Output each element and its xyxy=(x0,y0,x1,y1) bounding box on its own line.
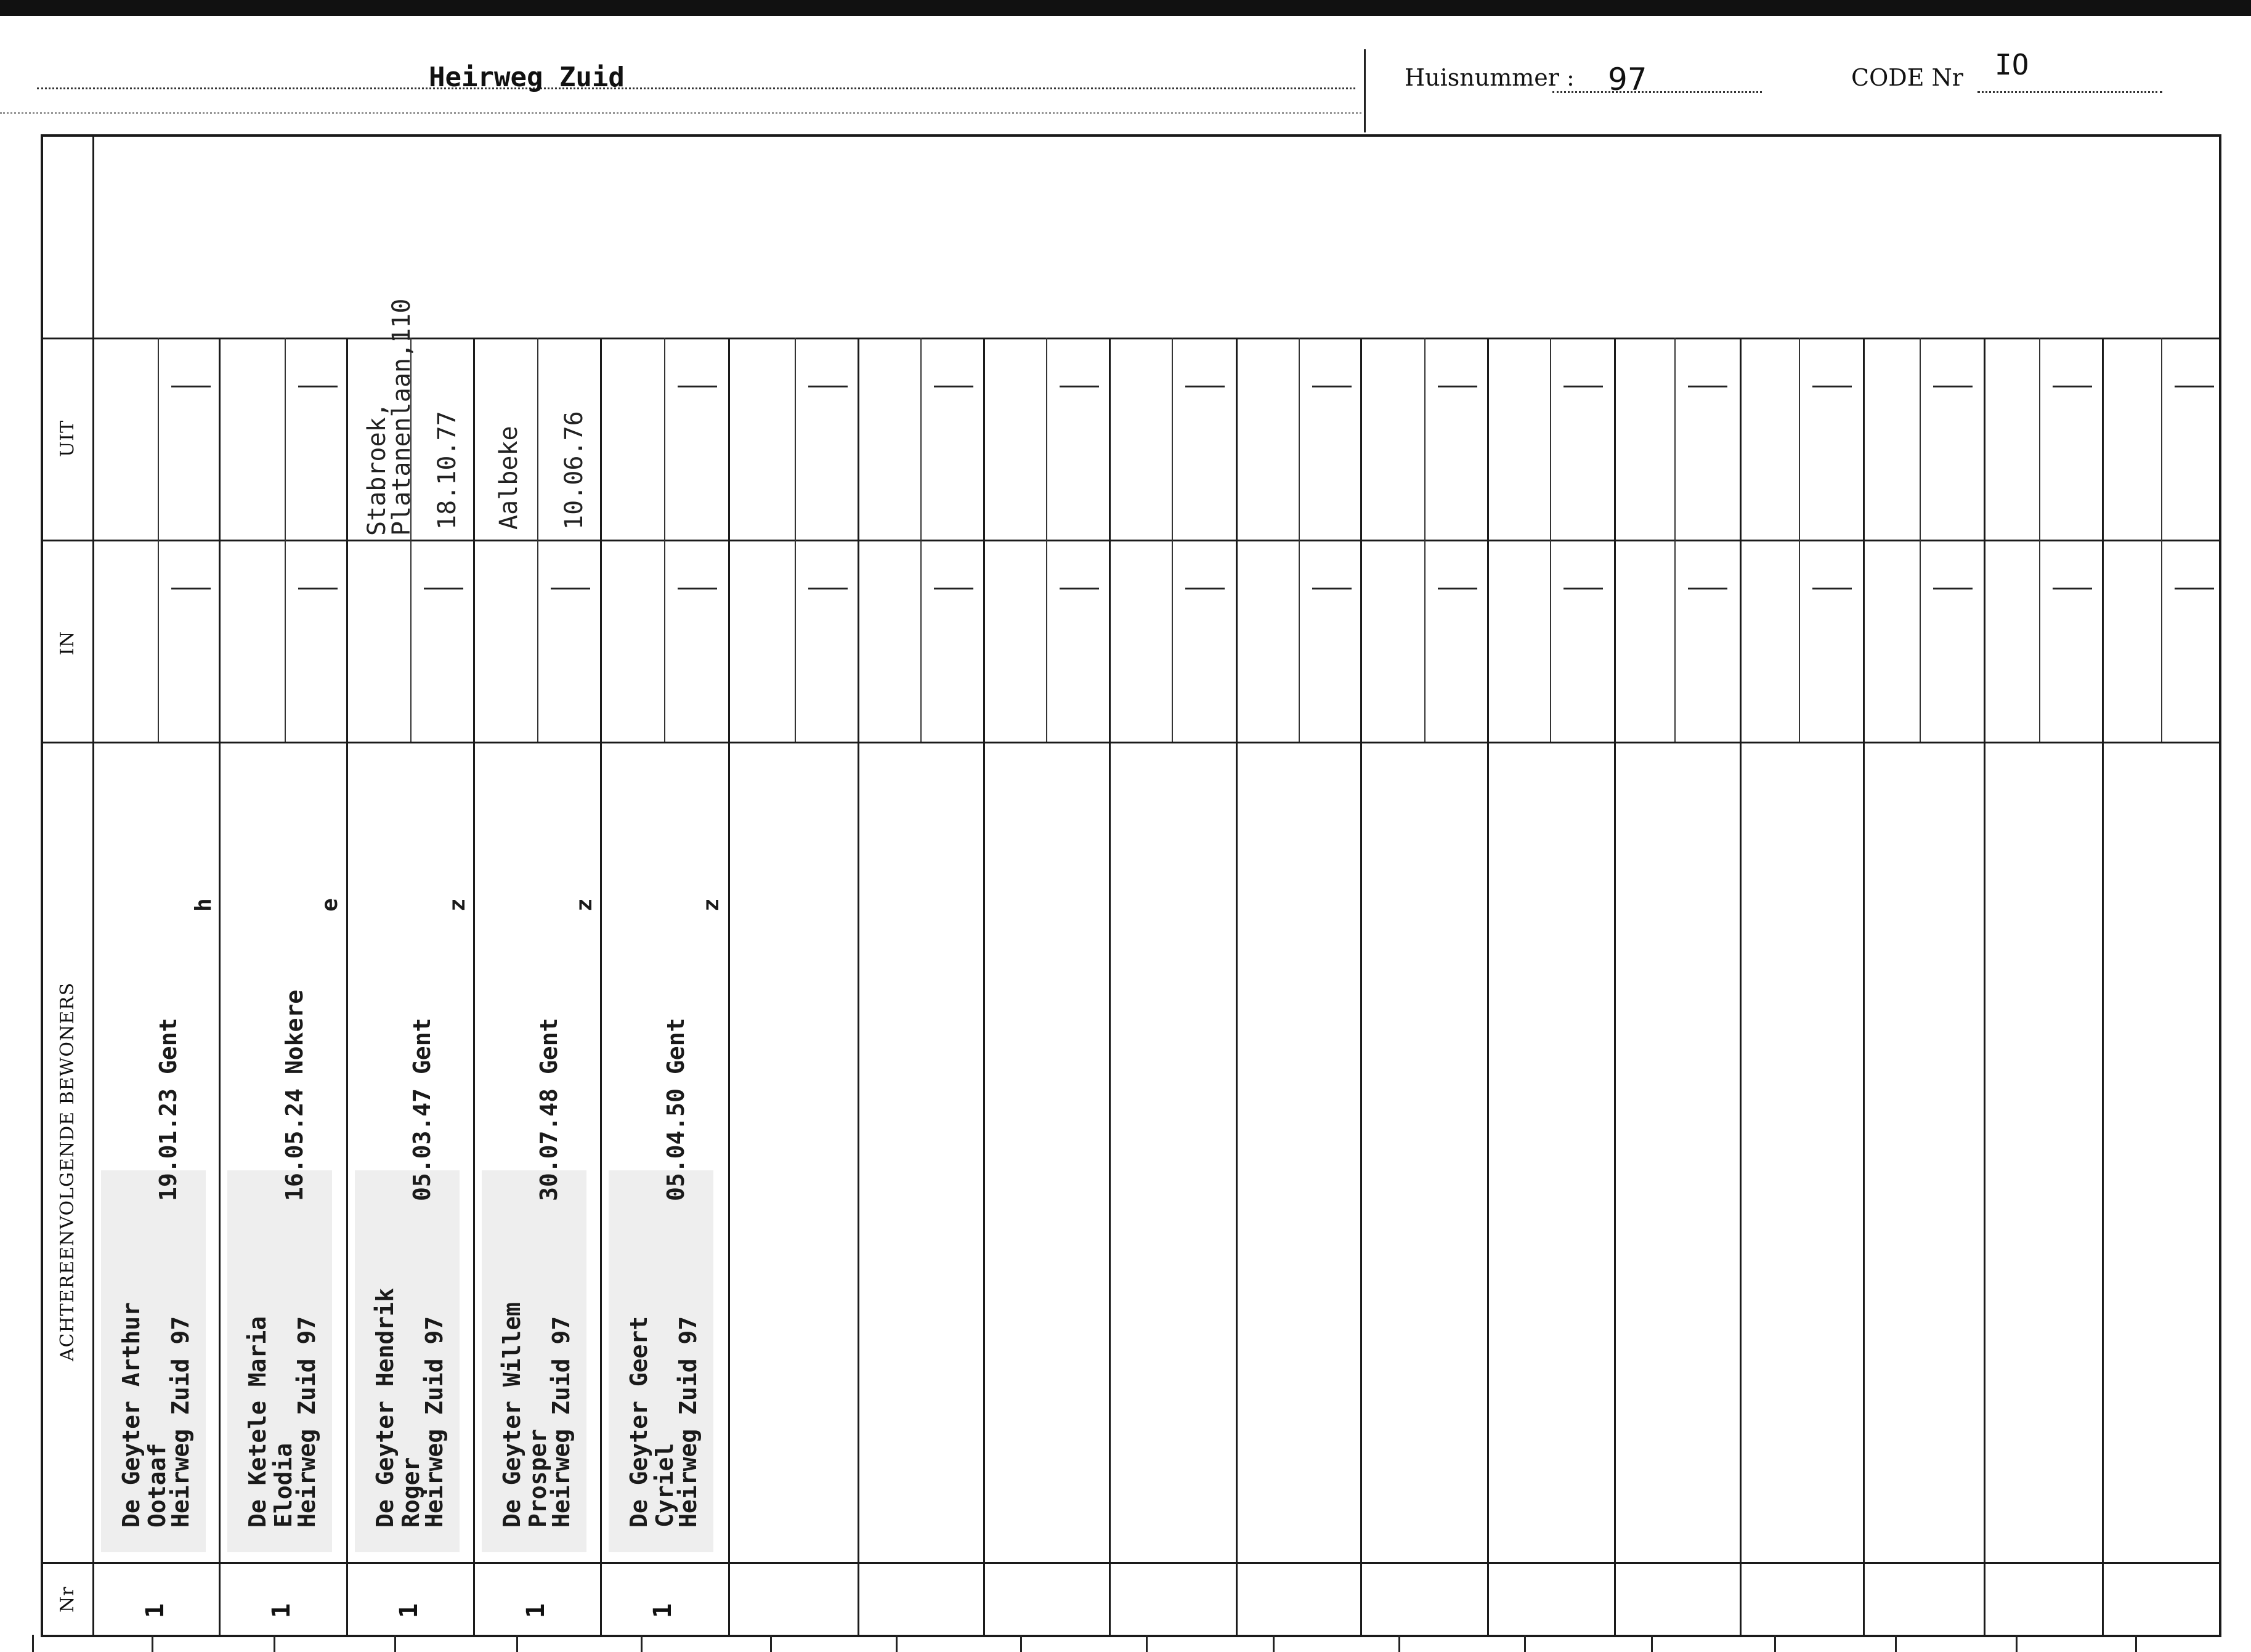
column-subdivider xyxy=(285,338,286,742)
uit-dash xyxy=(1564,386,1603,387)
column-subdivider xyxy=(2161,338,2162,742)
column-subdivider xyxy=(1046,338,1047,742)
bewoners-label: ACHTEREENVOLGENDE BEWONERS xyxy=(57,982,78,1361)
bottom-tick xyxy=(641,1635,643,1652)
resident-firstname: Cyriel xyxy=(651,1443,678,1528)
uit-place: Aalbeke xyxy=(495,426,523,530)
in-dash xyxy=(678,588,717,589)
resident-firstname: Elodia xyxy=(270,1443,297,1528)
column-divider xyxy=(2102,338,2104,1637)
column-subdivider xyxy=(1674,338,1676,742)
column-subdivider xyxy=(1920,338,1921,742)
resident-mark: h xyxy=(191,898,216,912)
resident-firstname: Ootaaf xyxy=(144,1443,171,1528)
in-dash xyxy=(298,588,338,589)
column-divider xyxy=(1109,338,1111,1637)
column-divider xyxy=(1236,338,1238,1637)
huisnummer-label: Huisnummer : xyxy=(1405,64,1575,91)
column-subdivider xyxy=(158,338,159,742)
column-divider xyxy=(1984,338,1985,1637)
resident-nr: 1 xyxy=(267,1603,296,1619)
column-divider xyxy=(1487,338,1489,1637)
uit-date: 10.06.76 xyxy=(560,411,588,530)
resident-surname: De Geyter Arthur xyxy=(118,1302,145,1528)
resident-nr: 1 xyxy=(522,1603,551,1619)
uit-dash xyxy=(298,386,338,387)
bottom-tick xyxy=(32,1635,34,1652)
resident-birth: 19.01.23 Gent xyxy=(155,1018,182,1201)
resident-mark: z xyxy=(572,898,597,912)
uit-dash xyxy=(1185,386,1225,387)
in-dash xyxy=(1185,588,1225,589)
uit-dash xyxy=(2053,386,2092,387)
uit-dash xyxy=(678,386,717,387)
resident-birth: 05.04.50 Gent xyxy=(662,1018,689,1201)
bottom-tick xyxy=(1895,1635,1897,1652)
resident-firstname: Prosper xyxy=(524,1428,551,1528)
bottom-tick xyxy=(1146,1635,1148,1652)
resident-address: Heirweg Zuid 97 xyxy=(167,1316,194,1528)
nr-row-top xyxy=(41,1562,2221,1564)
in-dash xyxy=(424,588,463,589)
bottom-tick xyxy=(1020,1635,1022,1652)
bottom-tick xyxy=(770,1635,772,1652)
bottom-tick xyxy=(2135,1635,2137,1652)
resident-surname: De Ketele Maria xyxy=(244,1316,271,1528)
column-subdivider xyxy=(1299,338,1300,742)
resident-birth: 30.07.48 Gent xyxy=(535,1018,562,1201)
resident-surname: De Geyter Geert xyxy=(625,1316,652,1528)
in-dash xyxy=(1688,588,1727,589)
code-label: CODE Nr xyxy=(1851,64,1963,91)
resident-mark: z xyxy=(699,898,724,912)
header-lower-dotted-line xyxy=(0,112,1361,114)
bottom-tick xyxy=(2016,1635,2018,1652)
uit-dash xyxy=(934,386,973,387)
bottom-tick xyxy=(1273,1635,1275,1652)
column-subdivider xyxy=(2039,338,2040,742)
uit-dash xyxy=(808,386,848,387)
bottom-tick xyxy=(1651,1635,1653,1652)
bottom-tick xyxy=(516,1635,518,1652)
resident-birth: 16.05.24 Nokere xyxy=(281,989,308,1201)
uit-dash xyxy=(1812,386,1852,387)
uit-label: UIT xyxy=(57,419,78,457)
resident-nr: 1 xyxy=(141,1603,170,1619)
code-value: IO xyxy=(1995,48,2029,81)
column-subdivider xyxy=(1550,338,1551,742)
column-subdivider xyxy=(1799,338,1800,742)
top-border xyxy=(0,0,2251,16)
uit-dash xyxy=(1933,386,1973,387)
column-subdivider xyxy=(664,338,665,742)
column-divider xyxy=(346,338,348,1637)
resident-birth: 05.03.47 Gent xyxy=(408,1018,436,1201)
in-dash xyxy=(551,588,590,589)
bottom-tick xyxy=(1398,1635,1400,1652)
in-row-top xyxy=(41,540,2221,541)
resident-firstname: Roger xyxy=(397,1457,424,1528)
nr-label: Nr xyxy=(57,1586,78,1613)
uit-dash xyxy=(1060,386,1099,387)
column-divider xyxy=(858,338,859,1637)
resident-surname: De Geyter Willem xyxy=(498,1302,525,1528)
bottom-tick xyxy=(1524,1635,1526,1652)
column-divider xyxy=(1863,338,1865,1637)
resident-mark: z xyxy=(445,898,470,912)
column-divider xyxy=(219,338,221,1637)
uit-dash xyxy=(171,386,211,387)
column-subdivider xyxy=(795,338,796,742)
in-dash xyxy=(1812,588,1852,589)
street-dotted-line xyxy=(37,87,1355,89)
in-dash xyxy=(934,588,973,589)
bottom-tick xyxy=(152,1635,153,1652)
bottom-tick xyxy=(274,1635,275,1652)
column-subdivider xyxy=(920,338,922,742)
column-subdivider xyxy=(1172,338,1173,742)
street-name: Heirweg Zuid xyxy=(429,62,625,93)
resident-address: Heirweg Zuid 97 xyxy=(421,1316,448,1528)
resident-nr: 1 xyxy=(649,1603,678,1619)
in-dash xyxy=(2175,588,2214,589)
resident-surname: De Geyter Hendrik xyxy=(371,1288,399,1528)
column-divider xyxy=(600,338,602,1637)
column-subdivider xyxy=(537,338,538,742)
column-divider xyxy=(983,338,985,1637)
bottom-tick xyxy=(1774,1635,1776,1652)
header-divider xyxy=(1364,49,1366,132)
bewoners-row-top xyxy=(41,742,2221,743)
uit-dash xyxy=(2175,386,2214,387)
code-dotted-line xyxy=(1977,91,2162,93)
resident-address: Heirweg Zuid 97 xyxy=(293,1316,320,1528)
uit-dash xyxy=(1438,386,1477,387)
uit-dash xyxy=(1688,386,1727,387)
huisnummer-dotted-line xyxy=(1552,91,1762,93)
column-subdivider xyxy=(1424,338,1426,742)
in-dash xyxy=(1564,588,1603,589)
in-dash xyxy=(171,588,211,589)
in-dash xyxy=(808,588,848,589)
in-dash xyxy=(1060,588,1099,589)
bottom-tick xyxy=(896,1635,898,1652)
column-divider xyxy=(728,338,730,1637)
uit-date: 18.10.77 xyxy=(433,411,461,530)
resident-nr: 1 xyxy=(395,1603,424,1619)
in-dash xyxy=(1933,588,1973,589)
column-divider xyxy=(1614,338,1616,1637)
uit-dash xyxy=(1312,386,1352,387)
in-label: IN xyxy=(57,630,78,655)
column-divider xyxy=(1360,338,1362,1637)
in-dash xyxy=(1312,588,1352,589)
resident-address: Heirweg Zuid 97 xyxy=(675,1316,702,1528)
column-divider xyxy=(1740,338,1742,1637)
huisnummer-value: 97 xyxy=(1608,62,1647,97)
in-dash xyxy=(2053,588,2092,589)
in-dash xyxy=(1438,588,1477,589)
bottom-tick xyxy=(394,1635,396,1652)
resident-mark: e xyxy=(317,898,343,912)
uit-place: Stabroek, Platanenlaan,110 xyxy=(363,298,416,536)
resident-address: Heirweg Zuid 97 xyxy=(548,1316,575,1528)
label-column-divider xyxy=(92,134,94,1637)
column-divider xyxy=(473,338,475,1637)
